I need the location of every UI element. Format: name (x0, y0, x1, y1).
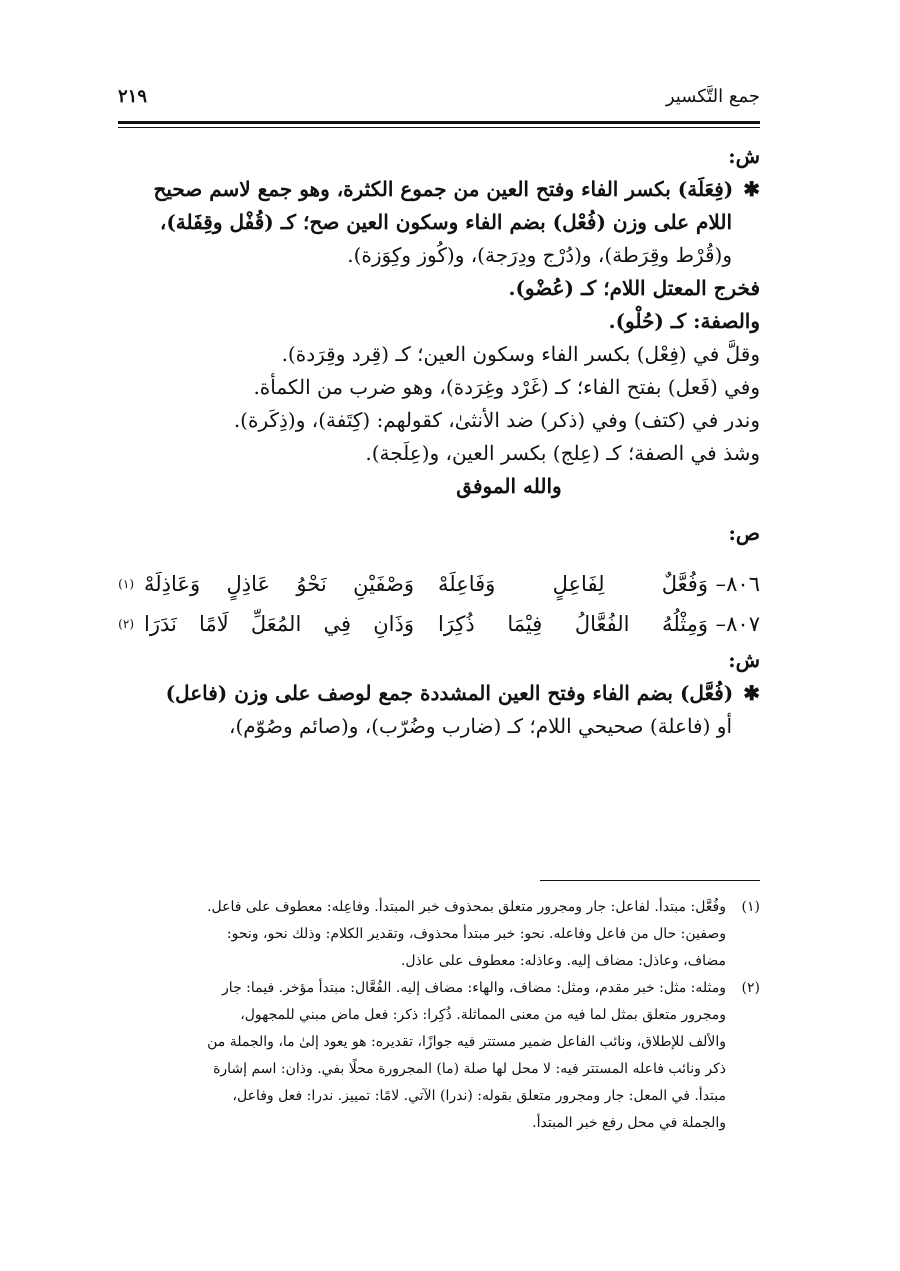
footnote-line: ومجرور متعلق بمثل لما فيه من معنى المماثلة. ذُكِرا: ذكر: فعل ماض مبني للمجهول، (240, 1007, 726, 1023)
verse-number: ٨٠٦– (715, 571, 760, 596)
footnote-text (118, 894, 726, 975)
footnote-marker: (٢) (118, 616, 134, 631)
matn-label: ص: (728, 521, 760, 545)
footnote-line: مبتدأ. في المعل: جار ومجرور متعلق بقوله: (ندرا) الآتي. لامًا: تمييز. ندرا: فعل وفاعل، (232, 1088, 726, 1104)
main-text (118, 140, 760, 743)
footnote-number: (٢) (741, 980, 760, 996)
footnote-line: والجملة في محل رفع خبر المبتدأ. (532, 1115, 726, 1131)
sharh-line-nadar: وندر في (كتف) وفي (ذكر) ضد الأنثىٰ، كقولهم: (كِتَفة)، و(ذِكَرة). (233, 408, 760, 432)
footnote-separator (540, 880, 760, 881)
verse-hemistich-first: وَمِثْلُهُ الفُعَّالُ فِيْمَا ذُكِرَا (438, 611, 708, 636)
footnote-text (118, 975, 726, 1137)
star-icon: ✱ (743, 681, 760, 705)
page-number: ٢١٩ (118, 86, 148, 107)
sharh-label-2: ش: (728, 648, 760, 672)
verse-hemistich-second: وَصْفَيْنِ نَحْوُ عَاذِلٍ وَعَاذِلَهْ (144, 571, 414, 596)
footnote-line: ومثله: مثل: خبر مقدم، ومثل: مضاف، والهاء: مضاف إليه. الفُعَّال: مبتدأ مؤخر. فيما: جار (222, 980, 726, 996)
sharh-line-qalla: وقلَّ في (فِعْل) بكسر الفاء وسكون العين؛ كـ (قِرد وقِرَدة). (281, 342, 760, 366)
footnote-line: وصفين: حال من فاعل وفاعله. نحو: خبر مبتدأ محذوف، وتقدير الكلام: وذلك نحو، ونحو: (226, 926, 726, 942)
sharh-para-line: اللام على وزن (فُعْل) بضم الفاء وسكون العين صح؛ كـ (قُفْل وقِفَلة)، (159, 210, 732, 234)
sharh-line-fa3l: وفي (فَعل) بفتح الفاء؛ كـ (غَرْد وغِرَدة)، وهو ضرب من الكمأة. (253, 375, 760, 399)
footnote-line: والألف للإطلاق، ونائب الفاعل ضمير مستتر فيه جوازًا، تقديره: هو يعود إلىٰ ما، والجملة من (207, 1034, 726, 1050)
footnote-line: ذكر ونائب فاعله المستتر فيه: لا محل لها صلة (ما) المجرورة محلًا بفي. وذان: اسم إشارة (213, 1061, 726, 1077)
closing-phrase: والله الموفق (456, 474, 562, 498)
footnote-line: وفُعَّل: مبتدأ. لفاعل: جار ومجرور متعلق بمحذوف خبر المبتدأ. وفاعِله: معطوف على فاعل. (207, 899, 726, 915)
sharh-line-sifa: والصفة: كـ (حُلْو). (608, 309, 760, 333)
sharh-para-line: ✱(فِعَلَة) بكسر الفاء وفتح العين من جموع الكثرة، وهو جمع لاسم صحيح (153, 177, 760, 201)
footnote-number: (١) (741, 899, 760, 915)
verse-line (118, 564, 760, 604)
sharh2-para-line: ✱(فُعَّل) بضم الفاء وفتح العين المشددة جمع لوصف على وزن (فاعل) (165, 681, 760, 705)
star-icon: ✱ (743, 177, 760, 201)
verse-hemistich-first: وَفُعَّلٌ لِفَاعِلٍ وَفَاعِلَهْ (438, 571, 708, 596)
sharh-line-kharaja: فخرج المعتل اللام؛ كـ (عُضْو). (508, 276, 760, 300)
sharh2-para-line: أو (فاعلة) صحيحي اللام؛ كـ (ضارب وضُرّب)، و(صائم وصُوّم)، (229, 714, 732, 738)
chapter-title: جمع التَّكسير (665, 86, 760, 107)
sharh-line-shadh: وشذ في الصفة؛ كـ (عِلج) بكسر العين، و(عِلَجة). (365, 441, 760, 465)
running-header (118, 80, 760, 114)
footnotes (118, 894, 760, 1137)
footnote-item (118, 975, 760, 1137)
footnote-item (118, 894, 760, 975)
verse-number: ٨٠٧– (715, 611, 760, 636)
sharh-para-line: و(قُرْط وقِرَطة)، و(دُرْج ودِرَجة)، و(كُوز وكِوَزة). (347, 243, 732, 267)
verse-line (118, 604, 760, 644)
sharh-label: ش: (728, 144, 760, 168)
header-rule-thin (118, 127, 760, 128)
footnote-line: مضاف، وعاذل: مضاف إليه. وعاذله: معطوف على عاذل. (400, 953, 726, 969)
header-rule-thick (118, 121, 760, 124)
verse-hemistich-second: وَذَانِ فِي المُعَلِّ لَامًا نَدَرَا (144, 611, 414, 636)
footnote-marker: (١) (118, 576, 134, 591)
